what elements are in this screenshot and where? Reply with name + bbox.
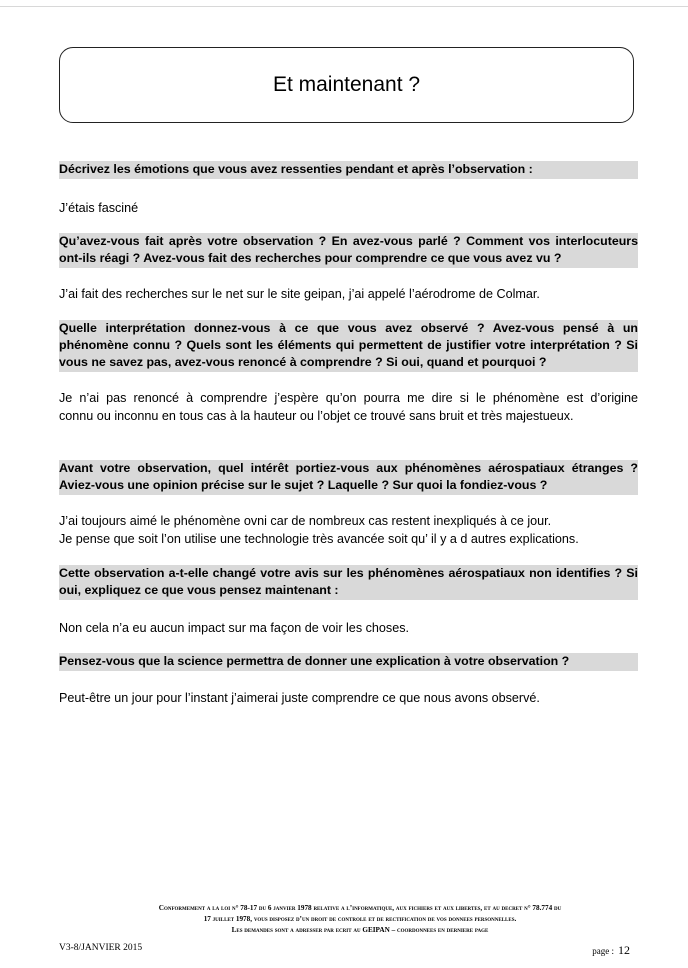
page-title: Et maintenant ? — [272, 73, 421, 96]
top-edge-rule — [0, 0, 688, 7]
question-block — [59, 161, 638, 179]
answer-line: Peut-être un jour pour l’instant j’aimerai juste comprendre ce que nous avons observé. — [59, 691, 540, 705]
answer-block — [59, 389, 638, 425]
version-label: V3-8/JANVIER 2015 — [59, 943, 143, 953]
answer-block — [59, 512, 638, 548]
answer-block — [59, 285, 638, 303]
question-line: oui, expliquez ce que vous pensez maintenant : — [59, 583, 339, 597]
page-title-box — [59, 47, 634, 123]
answer-line: connu ou inconnu en tous cas à la hauteur ou l’objet ce trouvé sans bruit et très majestueux. — [59, 409, 574, 423]
question-block — [59, 460, 638, 495]
answer-block — [59, 619, 638, 637]
question-line: Pensez-vous que la science permettra de donner une explication à votre observation ? — [59, 654, 570, 668]
answer-line: Je pense que soit l’on utilise une technologie très avancée soit qu’ il y a d autres explications. — [59, 532, 579, 546]
question-line: Cette observation a-t-elle changé votre avis sur les phénomènes aérospatiaux non identifies ? Si — [59, 566, 638, 580]
question-line: Avant votre observation, quel intérêt portiez-vous aux phénomènes aérospatiaux étranges ? — [59, 461, 638, 475]
page-number-block — [592, 941, 630, 959]
question-line: vous ne savez pas, avez-vous renoncé à comprendre ? Si oui, quand et pourquoi ? — [59, 355, 547, 369]
page-label: page : — [592, 946, 614, 956]
answer-line: Non cela n’a eu aucun impact sur ma façon de voir les choses. — [59, 621, 410, 635]
legal-line: 17 juillet 1978, vous disposez d’un droit de controle et de rectification de vos donnees personnelles. — [203, 915, 517, 923]
legal-line: Les demandes sont a adresser par ecrit au GEIPAN – coordonnees en derniere page — [231, 926, 489, 934]
page-number: 12 — [618, 943, 630, 957]
answer-line: J’ai toujours aimé le phénomène ovni car de nombreux cas restent inexpliqués à ce jour. — [59, 514, 552, 528]
legal-line: Conformement a la loi n° 78-17 du 6 janvier 1978 relative a l’informatique, aux fichiers et aux libertes, et au decret n° 78.774 du — [158, 904, 562, 912]
answer-line: Je n’ai pas renoncé à comprendre j’espère qu’on pourra me dire si le phénomène est d’origine — [59, 391, 638, 405]
answer-block — [59, 689, 638, 707]
question-line: Qu’avez-vous fait après votre observation ? En avez-vous parlé ? Comment vos interlocuteurs — [59, 234, 638, 248]
question-line: Quelle interprétation donnez-vous à ce que vous avez observé ? Avez-vous pensé à un — [59, 321, 638, 335]
question-block — [59, 565, 638, 600]
question-line: Décrivez les émotions que vous avez ressenties pendant et après l’observation : — [59, 162, 533, 176]
legal-notice — [40, 903, 680, 936]
question-block — [59, 233, 638, 268]
question-line: Aviez-vous une opinion précise sur le sujet ? Laquelle ? Sur quoi la fondiez-vous ? — [59, 478, 548, 492]
question-line: ont-ils réagi ? Avez-vous fait des recherches pour comprendre ce que vous avez vu ? — [59, 251, 562, 265]
answer-line: J’ai fait des recherches sur le net sur le site geipan, j’ai appelé l’aérodrome de Colmar. — [59, 287, 540, 301]
answer-block — [59, 199, 638, 217]
answer-line: J’étais fasciné — [59, 201, 139, 215]
question-block — [59, 653, 638, 671]
question-line: phénomène connu ? Quels sont les éléments qui permettent de justifier votre interprétation ? Si — [59, 338, 638, 352]
question-block — [59, 320, 638, 372]
